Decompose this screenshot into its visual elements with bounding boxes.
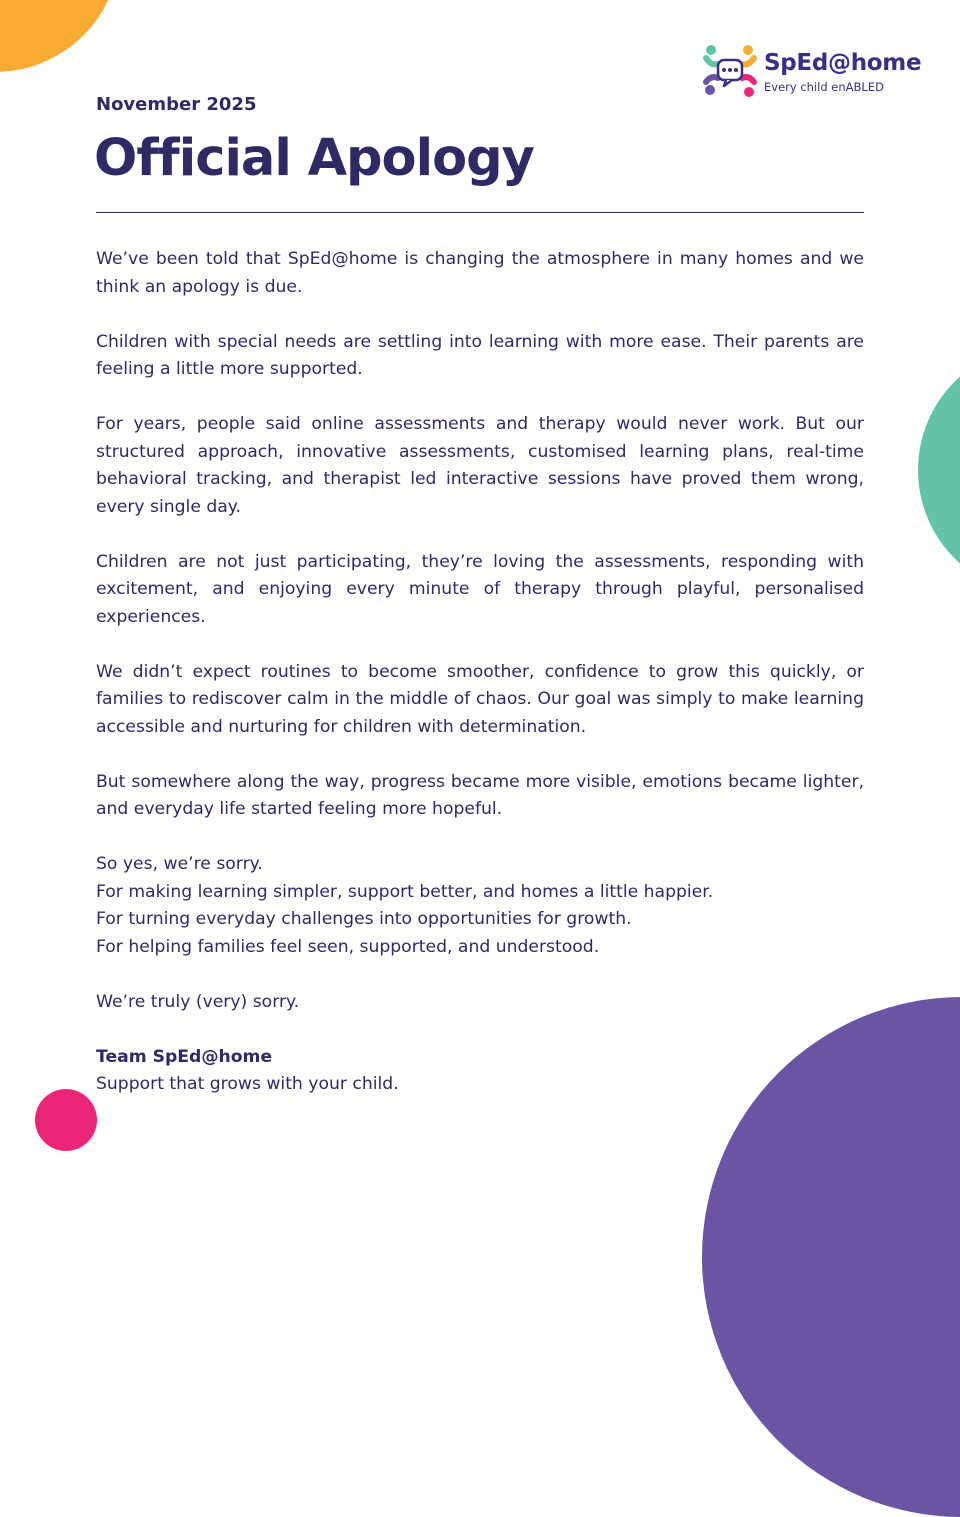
brand-logo <box>702 42 922 100</box>
decor-circle-orange <box>0 0 120 72</box>
closing-line: We’re truly (very) sorry. <box>96 991 300 1012</box>
signature-block <box>96 1044 864 1099</box>
brand-tagline: Every child enABLED <box>764 80 884 94</box>
paragraph: For years, people said online assessments and therapy would never work. But our structured approach, innovative assessments, customised learning plans, real-time behavioral tracking, and therapist led interactive sessions have proved them wrong, every single day. <box>96 414 864 517</box>
signature-slogan: Support that grows with your child. <box>96 1074 399 1094</box>
page-title: Official Apology <box>94 129 534 188</box>
speech-bubble-people-icon <box>702 42 758 100</box>
sorry-block <box>96 851 864 961</box>
sorry-line: So yes, we’re sorry. <box>96 854 263 874</box>
sorry-line: For making learning simpler, support better, and homes a little happier. <box>96 881 714 902</box>
letter-body <box>96 246 864 1099</box>
letter-date: November 2025 <box>96 94 257 115</box>
paragraph: But somewhere along the way, progress became more visible, emotions became lighter, and everyday life started feeling more hopeful. <box>96 771 864 819</box>
brand-name: SpEd@home <box>764 50 922 76</box>
paragraph: We’ve been told that SpEd@home is changing the atmosphere in many homes and we think an apology is due. <box>96 249 864 297</box>
decor-circle-pink <box>35 1089 97 1151</box>
title-divider <box>96 212 864 213</box>
sorry-line: For helping families feel seen, supported, and understood. <box>96 936 600 957</box>
sorry-line: For turning everyday challenges into opportunities for growth. <box>96 909 632 929</box>
signature-team: Team SpEd@home <box>96 1046 273 1067</box>
decor-circle-teal <box>918 345 960 595</box>
paragraph: Children with special needs are settling into learning with more ease. Their parents are feeling a little more supported. <box>96 331 864 379</box>
paragraph: Children are not just participating, they’re loving the assessments, responding with excitement, and enjoying every minute of therapy through playful, personalised experiences. <box>96 551 864 627</box>
paragraph: We didn’t expect routines to become smoother, confidence to grow this quickly, or families to rediscover calm in the middle of chaos. Our goal was simply to make learning accessible and nurturing for children with determination. <box>96 661 864 737</box>
